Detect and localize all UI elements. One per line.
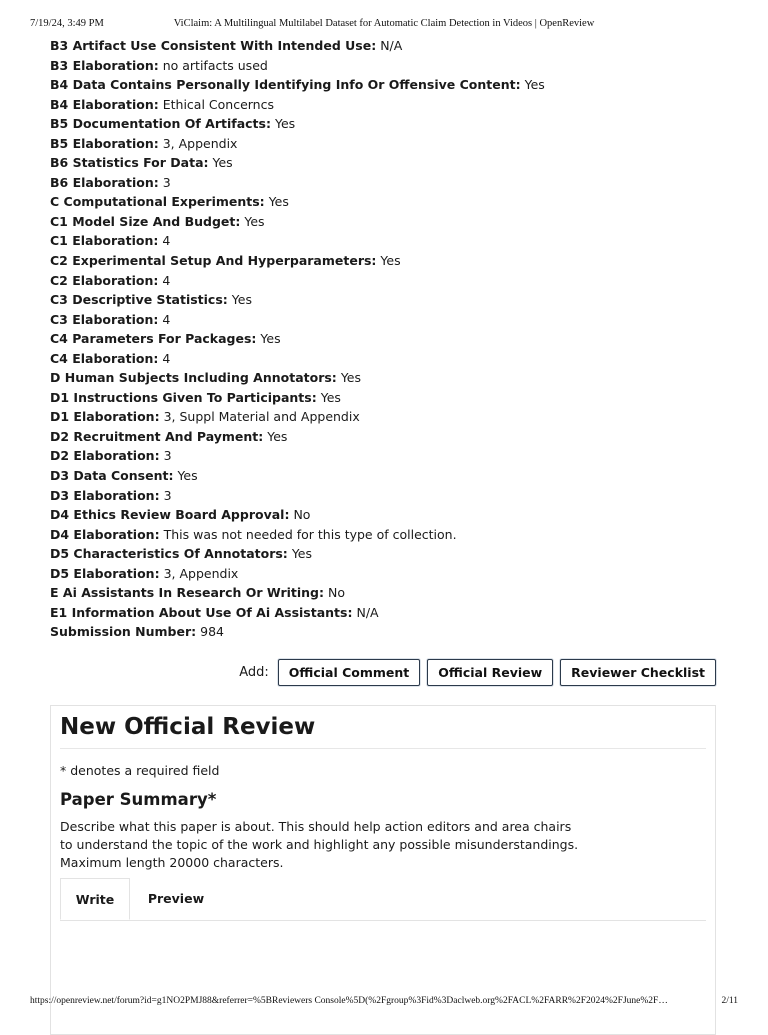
field-row (50, 603, 740, 623)
field-label: D3 Data Consent: (50, 468, 174, 484)
add-label: Add: (239, 665, 269, 680)
field-row (50, 329, 740, 349)
field-value: 984 (200, 624, 224, 640)
new-review-form (50, 705, 716, 1035)
field-value: 3, Appendix (163, 565, 239, 581)
field-label: C1 Elaboration: (50, 233, 159, 249)
field-label: D4 Ethics Review Board Approval: (50, 507, 290, 523)
field-row (50, 583, 740, 603)
field-label: C Computational Experiments: (50, 194, 265, 210)
field-row (50, 427, 740, 447)
paper-summary-description: Describe what this paper is about. This should help action editors and area chairs to understand the topic of the work and highlight any possible misunderstandings. Maximum length 20000 characters. (60, 819, 579, 870)
field-row (50, 251, 740, 271)
field-row (50, 622, 740, 642)
field-value: Yes (267, 428, 288, 444)
field-label: B4 Elaboration: (50, 96, 159, 112)
field-row (50, 95, 740, 115)
field-value: Yes (231, 292, 252, 308)
field-value: Yes (177, 468, 198, 484)
field-label: B6 Statistics For Data: (50, 155, 209, 171)
field-value: Yes (524, 77, 545, 93)
official-review-button[interactable]: Official Review (427, 659, 553, 686)
field-label: C2 Experimental Setup And Hyperparameters: (50, 253, 377, 269)
field-row (50, 192, 740, 212)
field-value: Yes (260, 331, 281, 347)
field-value: Ethical Concerncs (162, 96, 274, 112)
field-row (50, 349, 740, 369)
required-note: * denotes a required field (60, 763, 220, 778)
field-value: Yes (320, 389, 341, 405)
field-label: D4 Elaboration: (50, 526, 160, 542)
field-value: Yes (291, 546, 312, 562)
field-value: This was not needed for this type of collection. (163, 526, 457, 542)
field-value: Yes (212, 155, 233, 171)
field-row (50, 388, 740, 408)
field-value: 4 (162, 311, 171, 327)
field-label: D3 Elaboration: (50, 487, 160, 503)
field-value: Yes (274, 116, 296, 132)
field-value: 3 (163, 487, 172, 503)
field-label: B4 Data Contains Personally Identifying Info Or Offensive Content: (50, 77, 521, 93)
field-label: B5 Elaboration: (50, 135, 159, 151)
field-row (50, 153, 740, 173)
field-value: 3 (163, 448, 172, 464)
form-title: New Official Review (60, 714, 706, 749)
field-label: E Ai Assistants In Research Or Writing: (50, 585, 325, 601)
field-value: No (293, 507, 311, 523)
editor-tabs (60, 878, 706, 921)
field-label: Submission Number: (50, 624, 197, 640)
field-row (50, 290, 740, 310)
tab-write[interactable]: Write (60, 878, 130, 920)
field-value: Yes (380, 253, 401, 269)
reviewer-checklist-button[interactable]: Reviewer Checklist (560, 659, 716, 686)
print-date: 7/19/24, 3:49 PM (30, 18, 104, 29)
field-label: B3 Elaboration: (50, 57, 159, 73)
add-bar (239, 659, 716, 686)
field-label: C4 Elaboration: (50, 350, 159, 366)
field-label: D1 Elaboration: (50, 409, 160, 425)
field-label: D Human Subjects Including Annotators: (50, 370, 337, 386)
field-value: N/A (380, 38, 403, 53)
field-label: D1 Instructions Given To Participants: (50, 389, 317, 405)
field-label: C3 Elaboration: (50, 311, 159, 327)
field-label: D2 Recruitment And Payment: (50, 428, 264, 444)
field-row (50, 407, 740, 427)
field-row (50, 368, 740, 388)
field-value: No (328, 585, 346, 601)
print-page-title: ViClaim: A Multilingual Multilabel Dataset for Automatic Claim Detection in Videos | OpenReview (173, 18, 595, 29)
field-value: 3 (162, 174, 171, 190)
field-row (50, 114, 740, 134)
field-value: Yes (340, 370, 361, 386)
field-row (50, 231, 740, 251)
field-label: C4 Parameters For Packages: (50, 331, 257, 347)
field-label: E1 Information About Use Of Ai Assistants: (50, 604, 353, 620)
field-label: B3 Artifact Use Consistent With Intended Use: (50, 38, 377, 53)
field-label: D5 Characteristics Of Annotators: (50, 546, 288, 562)
field-label: C1 Model Size And Budget: (50, 213, 241, 229)
checklist-fields (50, 36, 740, 642)
field-value: 3, Appendix (162, 135, 238, 151)
field-row (50, 564, 740, 584)
field-row (50, 446, 740, 466)
field-row (50, 466, 740, 486)
tab-preview[interactable]: Preview (147, 891, 205, 906)
field-row (50, 36, 740, 56)
field-value: N/A (356, 604, 379, 620)
field-value: Yes (268, 194, 289, 210)
field-value: 4 (162, 233, 171, 249)
field-label: C3 Descriptive Statistics: (50, 292, 228, 308)
field-value: 4 (162, 350, 171, 366)
field-label: D5 Elaboration: (50, 565, 160, 581)
field-row (50, 505, 740, 525)
field-label: B6 Elaboration: (50, 174, 159, 190)
field-row (50, 310, 740, 330)
field-row (50, 173, 740, 193)
field-row (50, 486, 740, 506)
field-row (50, 212, 740, 232)
field-row (50, 56, 740, 76)
field-label: B5 Documentation Of Artifacts: (50, 116, 271, 132)
field-row (50, 134, 740, 154)
official-comment-button[interactable]: Official Comment (278, 659, 421, 686)
field-value: no artifacts used (162, 57, 268, 73)
field-label: C2 Elaboration: (50, 272, 159, 288)
print-url: https://openreview.net/forum?id=g1NO2PMJ88&referrer=%5BReviewers Console%5D(%2Fgroup%3Fid%3Daclweb.org%2FACL%2FARR%2F2024%2FJune%2F… (30, 996, 668, 1006)
field-value: Yes (244, 213, 265, 229)
page-number: 2/11 (721, 996, 738, 1006)
field-value: 4 (162, 272, 171, 288)
paper-summary-label: Paper Summary* (60, 790, 217, 809)
field-row (50, 544, 740, 564)
field-row (50, 75, 740, 95)
field-label: D2 Elaboration: (50, 448, 160, 464)
field-value: 3, Suppl Material and Appendix (163, 409, 360, 425)
field-row (50, 271, 740, 291)
field-row (50, 525, 740, 545)
